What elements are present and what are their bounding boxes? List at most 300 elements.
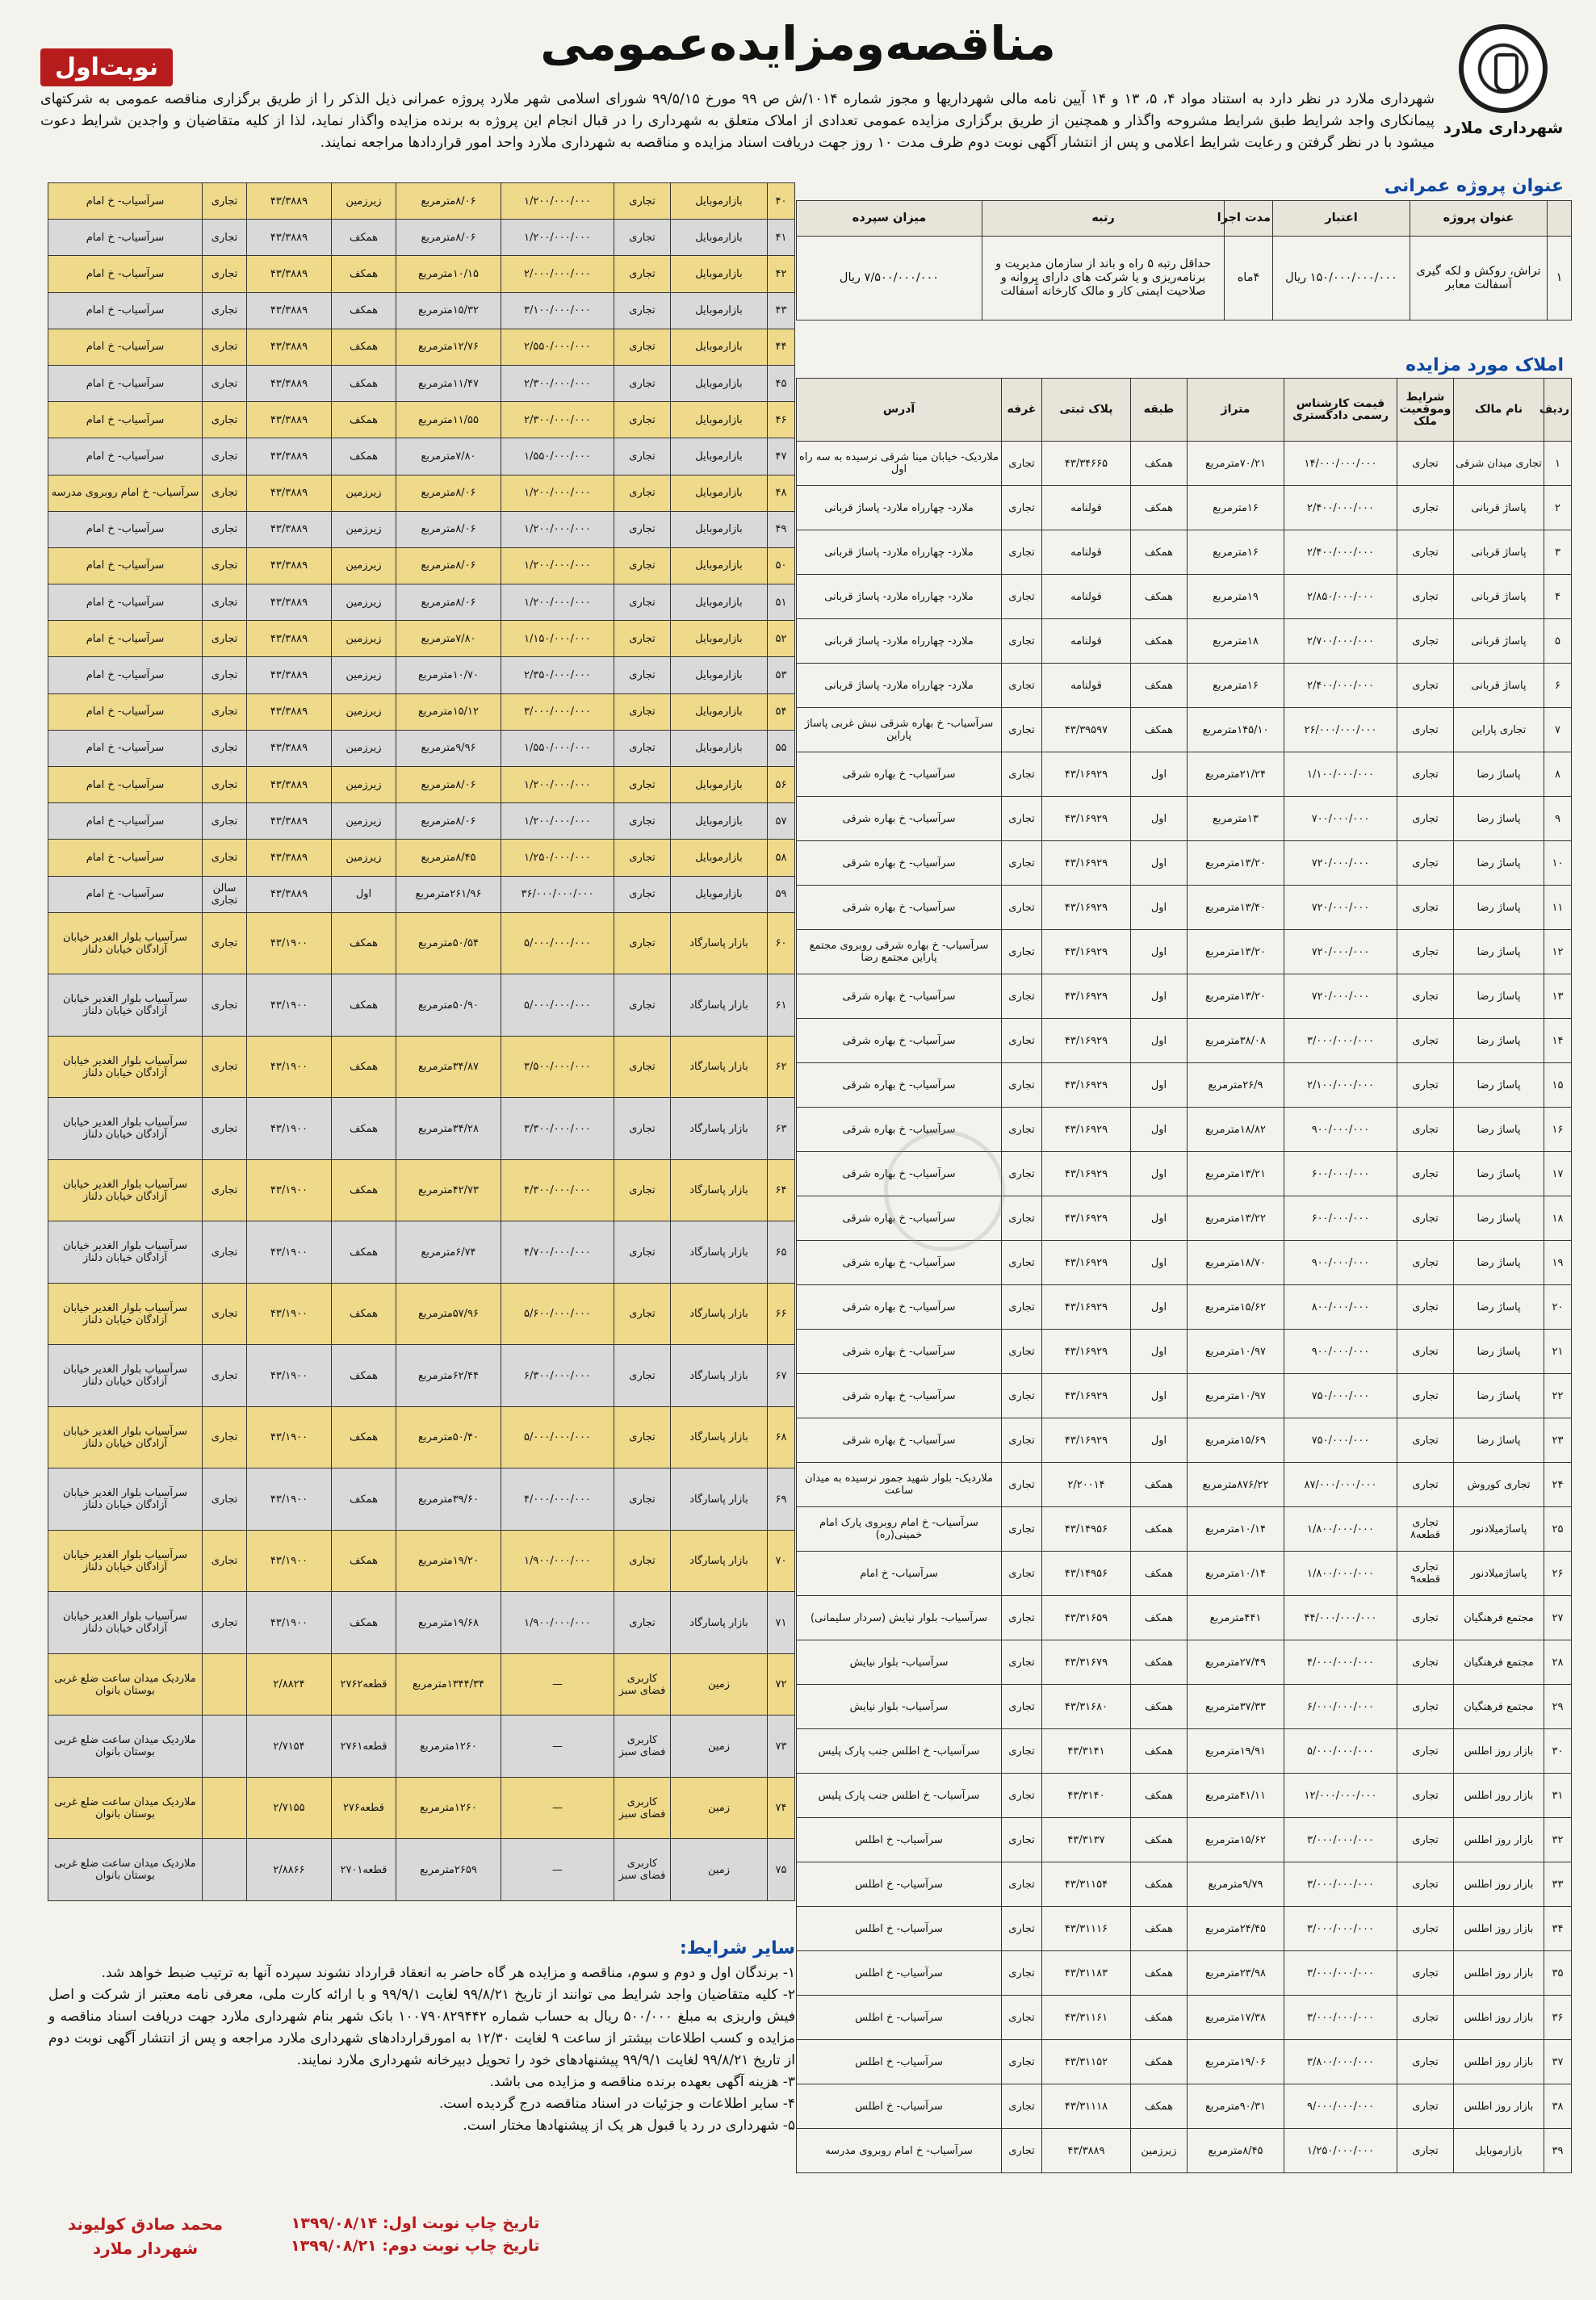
property-cell: ۴۳/۳۸۸۹ (247, 220, 332, 256)
property-cell: زیرزمین (332, 840, 396, 876)
property-cell: تجاری (203, 621, 247, 657)
watermark-stamp (823, 1130, 1066, 1308)
property-cell: همکف (1131, 1685, 1188, 1729)
property-cell: تجاری (614, 438, 671, 475)
table-row (797, 1418, 1572, 1463)
table-row (797, 752, 1572, 797)
table-row (797, 1685, 1572, 1729)
property-cell: همکف (332, 438, 396, 475)
property-cell (203, 1716, 247, 1778)
property-cell: همکف (1131, 486, 1188, 530)
property-cell: تجاری (1002, 1640, 1042, 1685)
table-row (48, 1036, 795, 1098)
property-cell: ۷۵ (768, 1839, 795, 1901)
property-cell: ۵۶ (768, 767, 795, 803)
property-cell: بازارموبایل (671, 329, 768, 365)
table-row (797, 1729, 1572, 1774)
property-cell: تجاری (203, 584, 247, 621)
property-cell: ۲۶/۰۰۰/۰۰۰/۰۰۰ (1284, 708, 1397, 752)
property-cell: بازارموبایل (671, 657, 768, 693)
property-cell: ۴۳/۱۶۹۲۹ (1042, 1196, 1131, 1241)
condition-item: ۲- کلیه متقاضیان واجد شرایط می توانند از تاریخ ۹۹/۸/۲۱ لغایت ۹۹/۹/۱ و با ارائه کارت ملی، معرفی نامه معتبر از شرکت و اصل فیش واریزی به مبلغ ۵۰۰/۰۰۰ ریال به حساب شماره ۱۰۰۷۹۰۸۲۹۴۴۲ بانک شهر بنام شهرداری ملارد جهت دریافت اسناد مناقصه و مزایده و کسب اطلاعات بیشتر از ساعت ۹ لغایت ۱۲/۳۰ به امورقراردادهای شهرداری ملارد مراجعه و پس از انتشار آگهی نوبت دوم از تاریخ ۹۹/۸/۲۱ لغایت ۹۹/۹/۱ پیشنهادهای خود را تحویل دبیرخانه شهرداری ملارد نمایند. (48, 1987, 795, 2068)
property-cell: تجاری (614, 1592, 671, 1654)
conditions-title: سایر شرایط: (680, 1938, 795, 1959)
property-cell: پاساژ رضا (1454, 930, 1544, 974)
property-cell: تجاری (203, 767, 247, 803)
property-cell: پاساژ رضا (1454, 1241, 1544, 1285)
property-cell: سرآسیاب- خ امام (48, 402, 203, 438)
property-cell: بازار روز اطلس (1454, 1907, 1544, 1951)
property-cell: سرآسیاب- خ بهاره شرقی (797, 797, 1002, 841)
property-cell: ۷ (1544, 708, 1572, 752)
property-cell: ۴/۰۰۰/۰۰۰/۰۰۰ (1284, 1640, 1397, 1685)
property-cell: بازار روز اطلس (1454, 1951, 1544, 1996)
property-cell: تجاری (1397, 1063, 1454, 1108)
table-row (797, 1951, 1572, 1996)
property-cell: ۲۸ (1544, 1640, 1572, 1685)
property-cell: ۳/۰۰۰/۰۰۰/۰۰۰ (1284, 1951, 1397, 1996)
property-cell: ۷۵۰/۰۰۰/۰۰۰ (1284, 1418, 1397, 1463)
property-cell: ۴۳/۳۸۸۹ (247, 693, 332, 730)
table-row (797, 486, 1572, 530)
property-cell: ۲۵ (1544, 1507, 1572, 1552)
property-cell: زیرزمین (332, 767, 396, 803)
property-cell: اول (1131, 1196, 1188, 1241)
property-cell: ۴۳/۱۴۹۵۶ (1042, 1507, 1131, 1552)
property-cell: ۶/۷۴مترمربع (396, 1221, 501, 1284)
table-row (797, 708, 1572, 752)
municipality-seal-icon (1459, 24, 1548, 113)
table-row (48, 876, 795, 912)
property-cell: تجاری (203, 365, 247, 401)
property-cell: ۶۴ (768, 1159, 795, 1221)
property-cell: ۴/۷۰۰/۰۰۰/۰۰۰ (501, 1221, 614, 1284)
property-cell: تجاری (1397, 1418, 1454, 1463)
property-cell: ۵۲ (768, 621, 795, 657)
property-cell: تجاری (203, 1592, 247, 1654)
property-cell: ۷۰/۲۱مترمربع (1188, 442, 1284, 486)
property-cell: ۶۲ (768, 1036, 795, 1098)
property-cell: ۵۹ (768, 876, 795, 912)
property-cell: ۲۳/۹۸مترمربع (1188, 1951, 1284, 1996)
table-row (797, 530, 1572, 575)
property-cell: تجاری (614, 621, 671, 657)
property-cell: ۴۳/۱۶۹۲۹ (1042, 1152, 1131, 1196)
property-cell: ۱۱/۵۵مترمربع (396, 402, 501, 438)
property-cell: تجاری (1397, 442, 1454, 486)
property-cell: ۱۸ (1544, 1196, 1572, 1241)
project-section-title: عنوان پروژه عمرانی (1384, 176, 1564, 196)
property-cell: پاساژمیلادنور (1454, 1552, 1544, 1596)
property-cell: تجاری (1397, 1241, 1454, 1285)
property-cell: ۳۷/۳۳مترمربع (1188, 1685, 1284, 1729)
property-cell: ۵/۰۰۰/۰۰۰/۰۰۰ (501, 1406, 614, 1468)
property-cell: ۴۳/۳۸۸۹ (247, 329, 332, 365)
property-cell: زمین (671, 1653, 768, 1716)
property-cell: همکف (1131, 1818, 1188, 1862)
property-cell: ۳۹/۶۰مترمربع (396, 1468, 501, 1531)
property-cell: همکف (1131, 1729, 1188, 1774)
property-cell: بازار روز اطلس (1454, 1729, 1544, 1774)
table-row (797, 237, 1572, 320)
property-cell: بازار پاسارگاد (671, 1530, 768, 1592)
property-cell: سرآسیاب- خ اطلس (797, 1996, 1002, 2040)
property-cell: ۳/۸۰۰/۰۰۰/۰۰۰ (1284, 2040, 1397, 2084)
property-cell: همکف (1131, 1996, 1188, 2040)
property-cell: تجاری (1002, 442, 1042, 486)
property-cell: تجاری (1002, 1063, 1042, 1108)
property-cell: ۴۳/۱۹۰۰ (247, 1159, 332, 1221)
property-cell: ۲۴/۴۵مترمربع (1188, 1907, 1284, 1951)
property-cell: تجاری (1397, 1374, 1454, 1418)
property-cell: ملارد- چهارراه ملارد- پاساژ قربانی (797, 664, 1002, 708)
table-row (48, 974, 795, 1037)
property-cell: سرآسیاب بلوار الغدیر خیابان آزادگان خیابان دلناز (48, 1468, 203, 1531)
property-cell: ۵۸ (768, 840, 795, 876)
property-cell: ۸/۰۶مترمربع (396, 511, 501, 547)
property-cell: تجاری (1002, 1729, 1042, 1774)
table-row (797, 1596, 1572, 1640)
table-row (48, 803, 795, 840)
property-cell: ۶۷ (768, 1345, 795, 1407)
property-cell: همکف (332, 1345, 396, 1407)
property-cell: ۵۷ (768, 803, 795, 840)
project-header-cell: اعتبار (1273, 201, 1410, 237)
property-cell: سرآسیاب- خ امام (48, 220, 203, 256)
property-cell: بازارموبایل (671, 183, 768, 220)
property-cell: ۱۸/۸۲مترمربع (1188, 1108, 1284, 1152)
property-cell: تجاری (1397, 1463, 1454, 1507)
property-cell: ۴۳/۳۸۸۹ (247, 584, 332, 621)
property-cell: تجاری (1397, 1951, 1454, 1996)
property-cell: ۱/۲۵۰/۰۰۰/۰۰۰ (1284, 2129, 1397, 2173)
property-cell: بازار روز اطلس (1454, 2040, 1544, 2084)
property-cell: ۳۰ (1544, 1729, 1572, 1774)
property-cell: تجاری (1002, 486, 1042, 530)
property-cell: بازارموبایل (1454, 2129, 1544, 2173)
property-cell: ۱/۹۰۰/۰۰۰/۰۰۰ (501, 1592, 614, 1654)
property-cell: سرآسیاب- خ امام (48, 256, 203, 292)
property-cell: پاساژ رضا (1454, 1063, 1544, 1108)
property-cell: ۷۲ (768, 1653, 795, 1716)
property-cell: تجاری (614, 329, 671, 365)
table-row (48, 912, 795, 974)
table-row (48, 767, 795, 803)
property-cell: ۱۳/۲۰مترمربع (1188, 974, 1284, 1019)
property-cell: ۷۳ (768, 1716, 795, 1778)
property-cell: ۴۳/۱۹۰۰ (247, 1221, 332, 1284)
property-cell: بازارموبایل (671, 693, 768, 730)
property-cell: پاساژ رضا (1454, 1418, 1544, 1463)
property-cell: ۵۰ (768, 547, 795, 584)
property-cell: ۴۳/۳۱۱۵۴ (1042, 1862, 1131, 1907)
property-cell: ۵۴ (768, 693, 795, 730)
property-cell: ۶۰۰/۰۰۰/۰۰۰ (1284, 1152, 1397, 1196)
other-conditions (48, 1938, 795, 2137)
property-cell: ۲/۷۱۵۴ (247, 1716, 332, 1778)
property-cell: تجاری (203, 1221, 247, 1284)
property-cell: پاساژ رضا (1454, 1019, 1544, 1063)
property-cell: ملارد- چهارراه ملارد- پاساژ قربانی (797, 530, 1002, 575)
property-cell: پاساژ قربانی (1454, 619, 1544, 664)
property-cell: ۶۹ (768, 1468, 795, 1531)
property-cell: تجاری (1002, 841, 1042, 886)
property-cell: بازار پاسارگاد (671, 1406, 768, 1468)
property-cell: ۳/۰۰۰/۰۰۰/۰۰۰ (1284, 1818, 1397, 1862)
property-cell: تجاری (1002, 797, 1042, 841)
property-cell: قطعه۲۷۰۱ (332, 1839, 396, 1901)
property-cell: تجاری (203, 1345, 247, 1407)
property-cell: تجاری (1002, 1285, 1042, 1330)
property-cell: ۷۲۰/۰۰۰/۰۰۰ (1284, 974, 1397, 1019)
property-cell: ۵۳ (768, 657, 795, 693)
property-cell: کاربری فضای سبز (614, 1653, 671, 1716)
property-cell: پاساژ رضا (1454, 1196, 1544, 1241)
property-cell: ۷۴ (768, 1777, 795, 1839)
table-row (797, 619, 1572, 664)
property-cell: ۱۹/۲۰مترمربع (396, 1530, 501, 1592)
property-cell: تجاری (614, 1036, 671, 1098)
property-cell: ۴۳/۱۹۰۰ (247, 1098, 332, 1160)
property-cell: تجاری (1397, 530, 1454, 575)
property-cell: تجاری (1397, 752, 1454, 797)
property-cell: تجاری (614, 730, 671, 766)
property-cell: ۱۴/۰۰۰/۰۰۰/۰۰۰ (1284, 442, 1397, 486)
property-cell: تجاری (203, 329, 247, 365)
property-header-cell: نام مالک (1454, 379, 1544, 442)
property-cell: سرآسیاب- بلوار نیایش (797, 1685, 1002, 1729)
property-cell: ۴۳/۳۱۶۷۹ (1042, 1640, 1131, 1685)
property-cell: ۴۳/۳۴۶۶۵ (1042, 442, 1131, 486)
property-cell: ۴۳/۱۶۹۲۹ (1042, 1285, 1131, 1330)
property-cell: همکف (332, 1406, 396, 1468)
property-cell: ۳/۵۰۰/۰۰۰/۰۰۰ (501, 1036, 614, 1098)
property-cell: تجاری (203, 1283, 247, 1345)
property-cell: ۴۳/۳۸۸۹ (247, 511, 332, 547)
table-row (48, 547, 795, 584)
property-cell: بازار روز اطلس (1454, 1818, 1544, 1862)
table-row (48, 693, 795, 730)
property-cell: ۲/۴۰۰/۰۰۰/۰۰۰ (1284, 664, 1397, 708)
property-cell: ۸/۴۵مترمربع (396, 840, 501, 876)
property-cell: همکف (332, 292, 396, 329)
property-cell: پاساژ رضا (1454, 752, 1544, 797)
property-cell: ۲ (1544, 486, 1572, 530)
property-cell: بازارموبایل (671, 584, 768, 621)
table-row (48, 1283, 795, 1345)
property-cell: ۱۸/۷۰مترمربع (1188, 1241, 1284, 1285)
project-header-cell: میزان سپرده (797, 201, 982, 237)
table-row (797, 1507, 1572, 1552)
property-cell: ۳۴/۸۷مترمربع (396, 1036, 501, 1098)
property-cell: سرآسیاب- خ اطلس جنب پارک پلیس (797, 1729, 1002, 1774)
property-cell: سرآسیاب- خ اطلس (797, 1818, 1002, 1862)
property-cell: ۴۳ (768, 292, 795, 329)
property-cell: ۱۴ (1544, 1019, 1572, 1063)
property-cell: تجاری (1002, 2129, 1042, 2173)
property-cell: ۳۸ (1544, 2084, 1572, 2129)
property-cell: تجاری (1397, 1640, 1454, 1685)
property-cell: اول (1131, 1285, 1188, 1330)
property-cell: تجاری (1002, 1685, 1042, 1729)
property-header-cell: ردیف (1544, 379, 1572, 442)
property-cell: تجاری (614, 693, 671, 730)
property-cell: ۲/۸۵۰/۰۰۰/۰۰۰ (1284, 575, 1397, 619)
property-cell: تجاری (1397, 1152, 1454, 1196)
property-cell: ۱۵/۶۲مترمربع (1188, 1285, 1284, 1330)
property-cell: ۱۳/۲۰مترمربع (1188, 930, 1284, 974)
property-cell: تجاری قطعه۹ (1397, 1552, 1454, 1596)
property-cell: ۶۰ (768, 912, 795, 974)
property-cell: ۷۲۰/۰۰۰/۰۰۰ (1284, 886, 1397, 930)
table-row (797, 2129, 1572, 2173)
property-cell: تجاری (614, 183, 671, 220)
property-cell: تجاری (614, 657, 671, 693)
property-cell: تجاری (203, 292, 247, 329)
property-cell: ۲۴ (1544, 1463, 1572, 1507)
table-row (797, 1019, 1572, 1063)
property-cell: بازارموبایل (671, 547, 768, 584)
property-cell: سرآسیاب بلوار الغدیر خیابان آزادگان خیابان دلناز (48, 1159, 203, 1221)
property-cell: ۴۳/۳۱۱۱۶ (1042, 1907, 1131, 1951)
print-date-second: تاریخ چاپ نوبت دوم: ۱۳۹۹/۰۸/۲۱ (291, 2237, 540, 2255)
property-cell: تجاری قطعه۸ (1397, 1507, 1454, 1552)
table-row (797, 1374, 1572, 1418)
property-cell (203, 1839, 247, 1901)
property-cell: بازار پاسارگاد (671, 1345, 768, 1407)
print-date-first: تاریخ چاپ نوبت اول: ۱۳۹۹/۰۸/۱۴ (291, 2214, 540, 2232)
property-cell: پاساژمیلادنور (1454, 1507, 1544, 1552)
property-cell: ۸۷۶/۲۲مترمربع (1188, 1463, 1284, 1507)
property-cell: تجاری (614, 220, 671, 256)
property-cell: بازارموبایل (671, 256, 768, 292)
property-cell: مجتمع فرهنگیان (1454, 1685, 1544, 1729)
property-cell: سرآسیاب- خ امام (48, 511, 203, 547)
property-cell: ۴۴/۰۰۰/۰۰۰/۰۰۰ (1284, 1596, 1397, 1640)
property-cell: ۶/۳۰۰/۰۰۰/۰۰۰ (501, 1345, 614, 1407)
table-row (48, 1098, 795, 1160)
table-row (797, 930, 1572, 974)
property-cell: تجاری (1002, 1196, 1042, 1241)
property-cell: تجاری (1002, 1552, 1042, 1596)
property-cell: ۵۷/۹۶مترمربع (396, 1283, 501, 1345)
property-cell: سرآسیاب بلوار الغدیر خیابان آزادگان خیابان دلناز (48, 1406, 203, 1468)
property-cell: اول (1131, 1152, 1188, 1196)
property-cell: ۱۵/۶۹مترمربع (1188, 1418, 1284, 1463)
property-cell: سرآسیاب- خ امام (48, 547, 203, 584)
property-cell: ۹۰/۳۱مترمربع (1188, 2084, 1284, 2129)
property-cell: — (501, 1777, 614, 1839)
project-cell: ۱۵۰/۰۰۰/۰۰۰/۰۰۰ ریال (1273, 237, 1410, 320)
property-cell: ۴۳/۱۶۹۲۹ (1042, 1019, 1131, 1063)
property-cell: تجاری (1002, 1774, 1042, 1818)
property-cell: ۲۹ (1544, 1685, 1572, 1729)
property-cell: تجاری (203, 657, 247, 693)
property-cell: تجاری (203, 1530, 247, 1592)
property-cell: ۱/۵۵۰/۰۰۰/۰۰۰ (501, 730, 614, 766)
property-cell: ۴۳/۱۶۹۲۹ (1042, 1374, 1131, 1418)
property-cell: ۵۱ (768, 584, 795, 621)
property-cell: ۶۵ (768, 1221, 795, 1284)
property-cell: تجاری (614, 511, 671, 547)
property-cell: ۳/۰۰۰/۰۰۰/۰۰۰ (1284, 1996, 1397, 2040)
property-cell: ۳/۰۰۰/۰۰۰/۰۰۰ (501, 693, 614, 730)
property-cell: سرآسیاب بلوار الغدیر خیابان آزادگان خیابان دلناز (48, 1221, 203, 1284)
property-cell: تجاری (1002, 1418, 1042, 1463)
property-cell: ۱/۱۰۰/۰۰۰/۰۰۰ (1284, 752, 1397, 797)
property-cell: همکف (1131, 1507, 1188, 1552)
property-cell: تجاری (203, 438, 247, 475)
property-cell: تجاری (1002, 1951, 1042, 1996)
property-cell: همکف (332, 329, 396, 365)
property-cell: ۴۳/۳۸۸۹ (247, 292, 332, 329)
property-cell: سرآسیاب- خ بهاره شرقی (797, 1241, 1002, 1285)
property-cell: قولنامه (1042, 619, 1131, 664)
property-cell: ۹/۹۶مترمربع (396, 730, 501, 766)
property-cell: ۹ (1544, 797, 1572, 841)
watermark-seal-icon (884, 1130, 1005, 1251)
property-cell: تجاری (1397, 974, 1454, 1019)
table-row (797, 1640, 1572, 1685)
property-cell: تجاری (614, 1468, 671, 1531)
property-cell: ۱/۸۰۰/۰۰۰/۰۰۰ (1284, 1552, 1397, 1596)
property-cell: سرآسیاب- خ امام (48, 365, 203, 401)
property-cell: زیرزمین (332, 511, 396, 547)
property-cell: تجاری (203, 1036, 247, 1098)
property-cell: ۲۳ (1544, 1418, 1572, 1463)
main-title: مناقصه‌ومزایده‌عمومی (540, 16, 1056, 71)
property-cell (203, 1777, 247, 1839)
property-cell: سرآسیاب- خ بهاره شرقی (797, 1374, 1002, 1418)
table-row (797, 442, 1572, 486)
property-cell: ۴۳/۳۱۴۱ (1042, 1729, 1131, 1774)
table-row (48, 840, 795, 876)
property-cell: سرآسیاب- خ بهاره شرقی (797, 1019, 1002, 1063)
property-cell: ۴۳/۱۹۰۰ (247, 1468, 332, 1531)
table-row (48, 1716, 795, 1778)
property-cell: همکف (1131, 664, 1188, 708)
property-cell: اول (1131, 1241, 1188, 1285)
property-cell: ۴۳/۳۸۸۹ (247, 475, 332, 511)
property-cell: ۱۴۵/۱۰مترمربع (1188, 708, 1284, 752)
property-cell: ۴/۰۰۰/۰۰۰/۰۰۰ (501, 1468, 614, 1531)
property-cell: تجاری (1002, 1241, 1042, 1285)
table-row (797, 886, 1572, 930)
property-cell: ۸۷/۰۰۰/۰۰۰/۰۰۰ (1284, 1463, 1397, 1507)
property-cell: پاساژ رضا (1454, 1330, 1544, 1374)
table-row (48, 657, 795, 693)
table-row (48, 584, 795, 621)
property-cell: تجاری (203, 220, 247, 256)
property-cell: ۴۹ (768, 511, 795, 547)
property-cell: ۸/۴۵مترمربع (1188, 2129, 1284, 2173)
property-cell: ۹/۷۹مترمربع (1188, 1862, 1284, 1907)
property-cell: همکف (1131, 530, 1188, 575)
properties-section-title: املاک مورد مزایده (1405, 355, 1564, 375)
property-cell: تجاری (203, 912, 247, 974)
property-cell: ملاردیک- خیابان مینا شرقی نرسیده به سه راه اول (797, 442, 1002, 486)
property-cell: همکف (332, 912, 396, 974)
property-cell: ۴۸ (768, 475, 795, 511)
property-cell: ۴۳/۳۱۱۸۳ (1042, 1951, 1131, 1996)
table-row (48, 1530, 795, 1592)
property-cell: قولنامه (1042, 486, 1131, 530)
property-cell: تجاری (1002, 974, 1042, 1019)
property-cell: اول (1131, 797, 1188, 841)
property-cell: ۴۳/۱۶۹۲۹ (1042, 752, 1131, 797)
table-row (48, 292, 795, 329)
property-cell: تجاری (614, 912, 671, 974)
